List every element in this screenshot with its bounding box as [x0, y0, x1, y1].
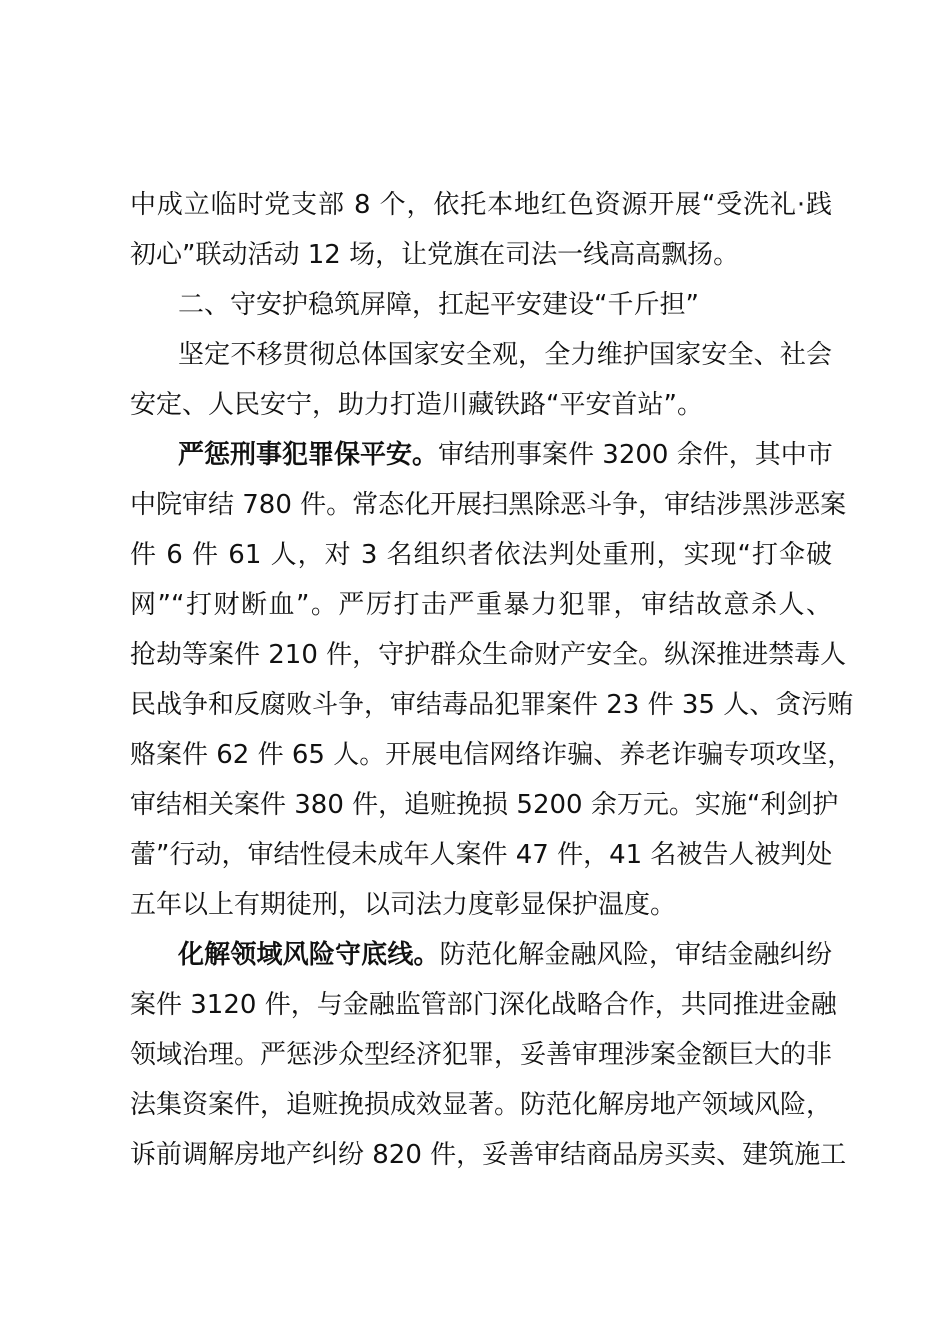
text-line: 民战争和反腐败斗争，审结毒品犯罪案件 23 件 35 人、贪污贿 [130, 690, 854, 720]
text-line: 审结相关案件 380 件，追赃挽损 5200 余万元。实施“利剑护 [130, 790, 839, 820]
paragraph-first-line [130, 930, 832, 980]
text-line: 五年以上有期徒刑，以司法力度彰显保护温度。 [130, 890, 677, 920]
text-line: 初心”联动活动 12 场，让党旗在司法一线高高飘扬。 [130, 240, 740, 270]
text-run: 防范化解金融风险，审结金融纠纷 [439, 940, 832, 970]
text-line: 抢劫等案件 210 件，守护群众生命财产安全。纵深推进禁毒人 [130, 640, 847, 670]
text-line: 蕾”行动，审结性侵未成年人案件 47 件，41 名被告人被判处 [130, 840, 833, 870]
paragraph-lead-heading: 化解领域风险守底线。 [178, 940, 440, 970]
text-line: 网”“打财断血”。严厉打击严重暴力犯罪，审结故意杀人、 [130, 590, 832, 620]
text-line: 安定、人民安宁，助力打造川藏铁路“平安首站”。 [130, 390, 703, 420]
section-heading: 二、守安护稳筑屏障，扛起平安建设“千斤担” [178, 290, 699, 320]
text-line: 坚定不移贯彻总体国家安全观，全力维护国家安全、社会 [178, 340, 832, 370]
text-line: 诉前调解房地产纠纷 820 件，妥善审结商品房买卖、建筑施工 [130, 1140, 847, 1170]
text-line: 中院审结 780 件。常态化开展扫黑除恶斗争，审结涉黑涉恶案 [130, 490, 847, 520]
text-line: 件 6 件 61 人，对 3 名组织者依法判处重刑，实现“打伞破 [130, 540, 832, 570]
text-run: 审结刑事案件 3200 余件，其中市 [438, 440, 833, 470]
paragraph-lead-heading: 严惩刑事犯罪保平安。 [178, 440, 439, 470]
document-page [130, 180, 854, 1180]
paragraph-first-line [130, 430, 832, 480]
text-line: 赂案件 62 件 65 人。开展电信网络诈骗、养老诈骗专项攻坚， [130, 740, 854, 770]
text-line: 中成立临时党支部 8 个，依托本地红色资源开展“受洗礼·践 [130, 190, 832, 220]
text-line: 领域治理。严惩涉众型经济犯罪，妥善审理涉案金额巨大的非 [130, 1040, 833, 1070]
text-line: 法集资案件，追赃挽损成效显著。防范化解房地产领域风险， [130, 1090, 833, 1120]
text-line: 案件 3120 件，与金融监管部门深化战略合作，共同推进金融 [130, 990, 837, 1020]
